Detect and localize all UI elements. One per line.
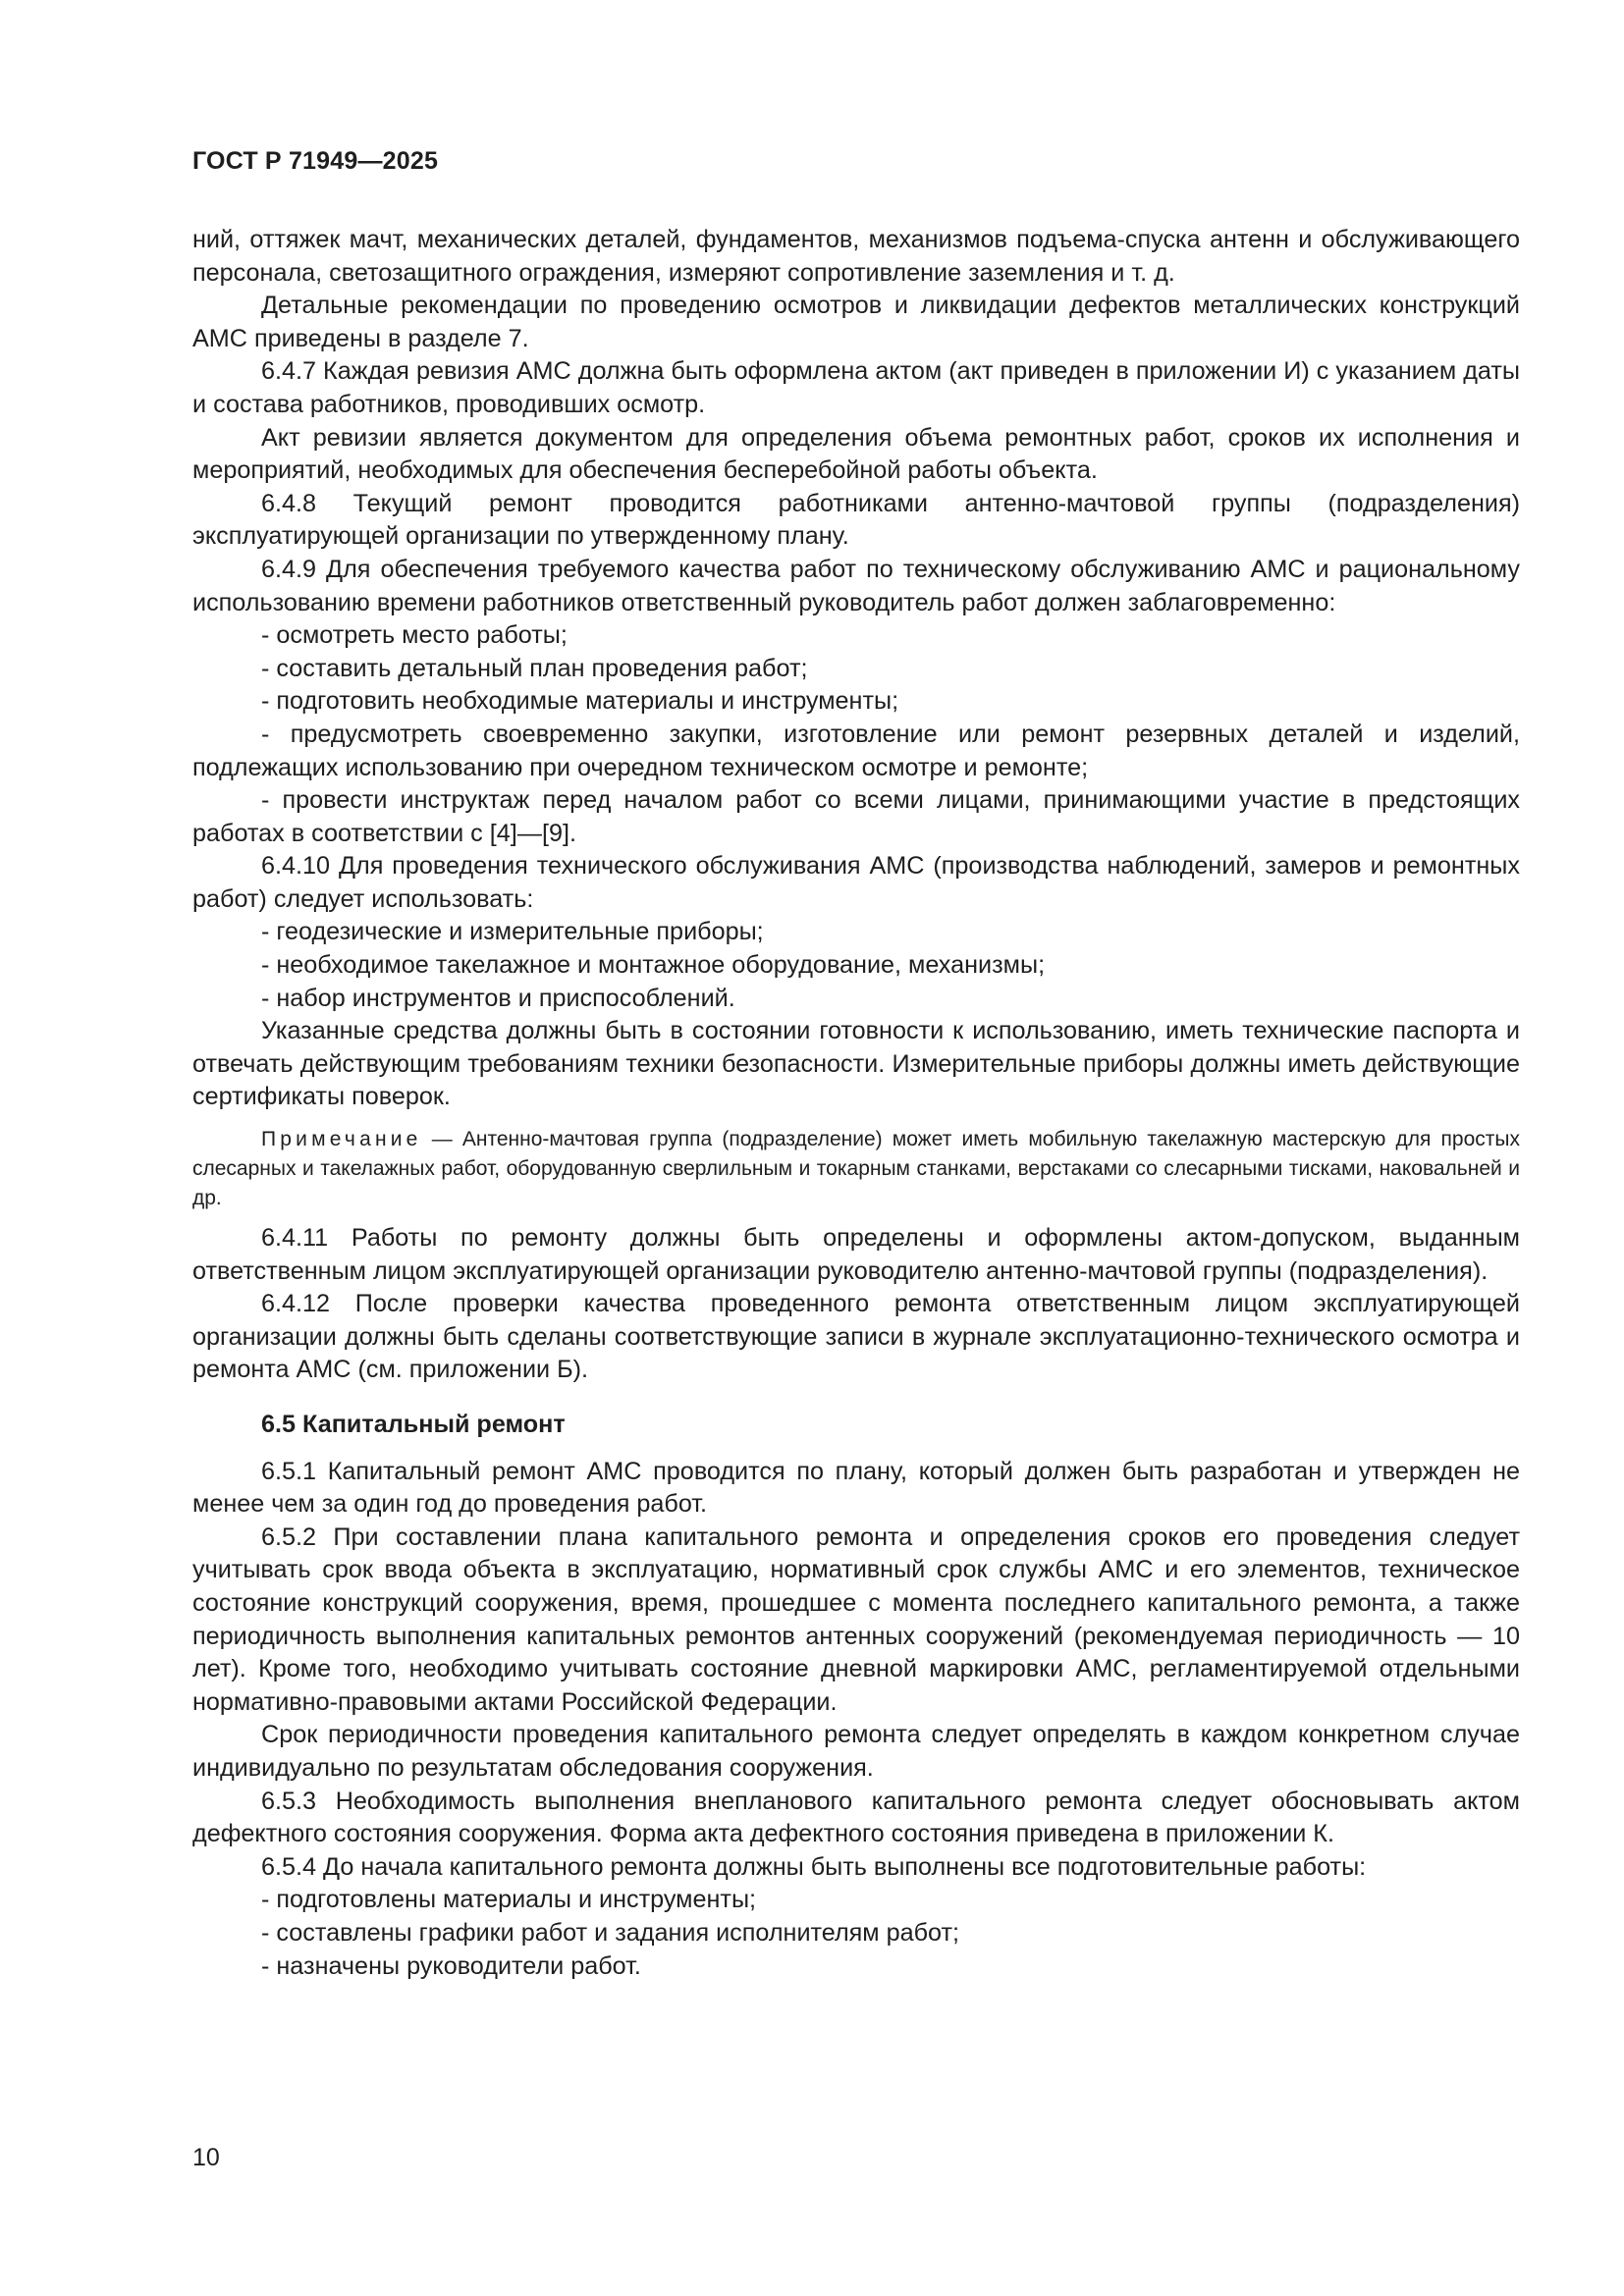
paragraph: ний, оттяжек мачт, механических деталей, фундаментов, механизмов подъема-спуска антенн и обслуживающего персонала, светозащитного ограждения, измеряют сопротивление заземления и т. д. — [192, 226, 1520, 287]
list-item: - геодезические и измерительные приборы; — [261, 918, 764, 946]
clause-6-4-8: 6.4.8 Текущий ремонт проводится работниками антенно-мачтовой группы (подразделения) эксплуатирующей организации по утвержденному плану. — [192, 489, 1520, 551]
list-item: - подготовлены материалы и инструменты; — [261, 1886, 757, 1914]
clause-6-5-3: 6.5.3 Необходимость выполнения внепланового капитального ремонта следует обосновывать актом дефектного состояния сооружения. Форма акта дефектного состояния приведена в приложении К. — [192, 1787, 1520, 1848]
list-item: - составлены графики работ и задания исполнителям работ; — [261, 1918, 960, 1947]
page-number: 10 — [192, 2144, 220, 2171]
clause-6-5-4: 6.5.4 До начала капитального ремонта должны быть выполнены все подготовительные работы: — [261, 1852, 1367, 1881]
clause-6-4-7: 6.4.7 Каждая ревизия АМС должна быть оформлена актом (акт приведен в приложении И) с указанием даты и состава работников, проводивших осмотр. — [192, 357, 1520, 418]
list-item: - предусмотреть своевременно закупки, изготовление или ремонт резервных деталей и изделий, подлежащих использованию при очередном техническом осмотре и ремонте; — [192, 720, 1520, 781]
note-block — [192, 1125, 1520, 1213]
note-label: Примечание — [261, 1128, 422, 1151]
paragraph: Акт ревизии является документом для определения объема ремонтных работ, сроков их исполнения и мероприятий, необходимых для обеспечения бесперебойной работы объекта. — [192, 423, 1520, 485]
paragraph: Детальные рекомендации по проведению осмотров и ликвидации дефектов металлических конструкций АМС приведены в разделе 7. — [192, 292, 1520, 352]
list-item: - необходимое такелажное и монтажное оборудование, механизмы; — [261, 951, 1046, 980]
document-code-header: ГОСТ Р 71949—2025 — [192, 147, 439, 175]
clause-6-4-10: 6.4.10 Для проведения технического обслуживания АМС (производства наблюдений, замеров и ремонтных работ) следует использовать: — [192, 852, 1520, 913]
list-item: - набор инструментов и приспособлений. — [261, 984, 735, 1012]
clause-6-5-2: 6.5.2 При составлении плана капитального ремонта и определения сроков его проведения следует учитывать срок ввода объекта в эксплуатацию, нормативный срок службы АМС и его элементов, техническое состояние конструкций сооружения, время, прошедшее с момента последнего капитального ремонта, а также периодичность выполнения капитальных ремонтов антенных сооружений (рекомендуемая периодичность — 10 лет). Кроме того, необходимо учитывать состояние дневной маркировки АМС, регламентируемой отдельными нормативно-правовыми актами Российской Федерации. — [192, 1522, 1520, 1716]
list-item: - провести инструктаж перед началом работ со всеми лицами, принимающими участие в предстоящих работах в соответствии с [4]—[9]. — [192, 786, 1520, 847]
paragraph: Срок периодичности проведения капитального ремонта следует определять в каждом конкретном случае индивидуально по результатам обследования сооружения. — [192, 1721, 1520, 1782]
paragraph: Указанные средства должны быть в состоянии готовности к использованию, иметь технические паспорта и отвечать действующим требованиям техники безопасности. Измерительные приборы должны иметь действующие сертификаты поверок. — [192, 1017, 1520, 1111]
list-item: - осмотреть место работы; — [261, 621, 568, 650]
clause-6-5-1: 6.5.1 Капитальный ремонт АМС проводится по плану, который должен быть разработан и утвержден не менее чем за один год до проведения работ. — [192, 1457, 1520, 1519]
clause-6-4-9: 6.4.9 Для обеспечения требуемого качества работ по техническому обслуживанию АМС и рациональному использованию времени работников ответственный руководитель работ должен заблаговременно: — [192, 555, 1520, 616]
list-item: - составить детальный план проведения работ; — [261, 654, 808, 682]
list-item: - подготовить необходимые материалы и инструменты; — [261, 687, 899, 716]
clause-6-4-12: 6.4.12 После проверки качества проведенного ремонта ответственным лицом эксплуатирующей организации должны быть сделаны соответствующие записи в журнале эксплуатационно-технического осмотра и ремонта АМС (см. приложении Б). — [192, 1290, 1520, 1384]
clause-6-4-11: 6.4.11 Работы по ремонту должны быть определены и оформлены актом-допуском, выданным ответственным лицом эксплуатирующей организации руководителю антенно-мачтовой группы (подразделения). — [192, 1224, 1520, 1285]
document-body — [192, 224, 1520, 1983]
section-heading: 6.5 Капитальный ремонт — [261, 1411, 566, 1438]
list-item: - назначены руководители работ. — [261, 1951, 641, 1980]
note-text: — Антенно-мачтовая группа (подразделение) может иметь мобильную такелажную мастерскую для простых слесарных и такелажных работ, оборудованную сверлильным и токарным станками, верстаками со слесарными тисками, наковальней и др. — [192, 1128, 1520, 1210]
